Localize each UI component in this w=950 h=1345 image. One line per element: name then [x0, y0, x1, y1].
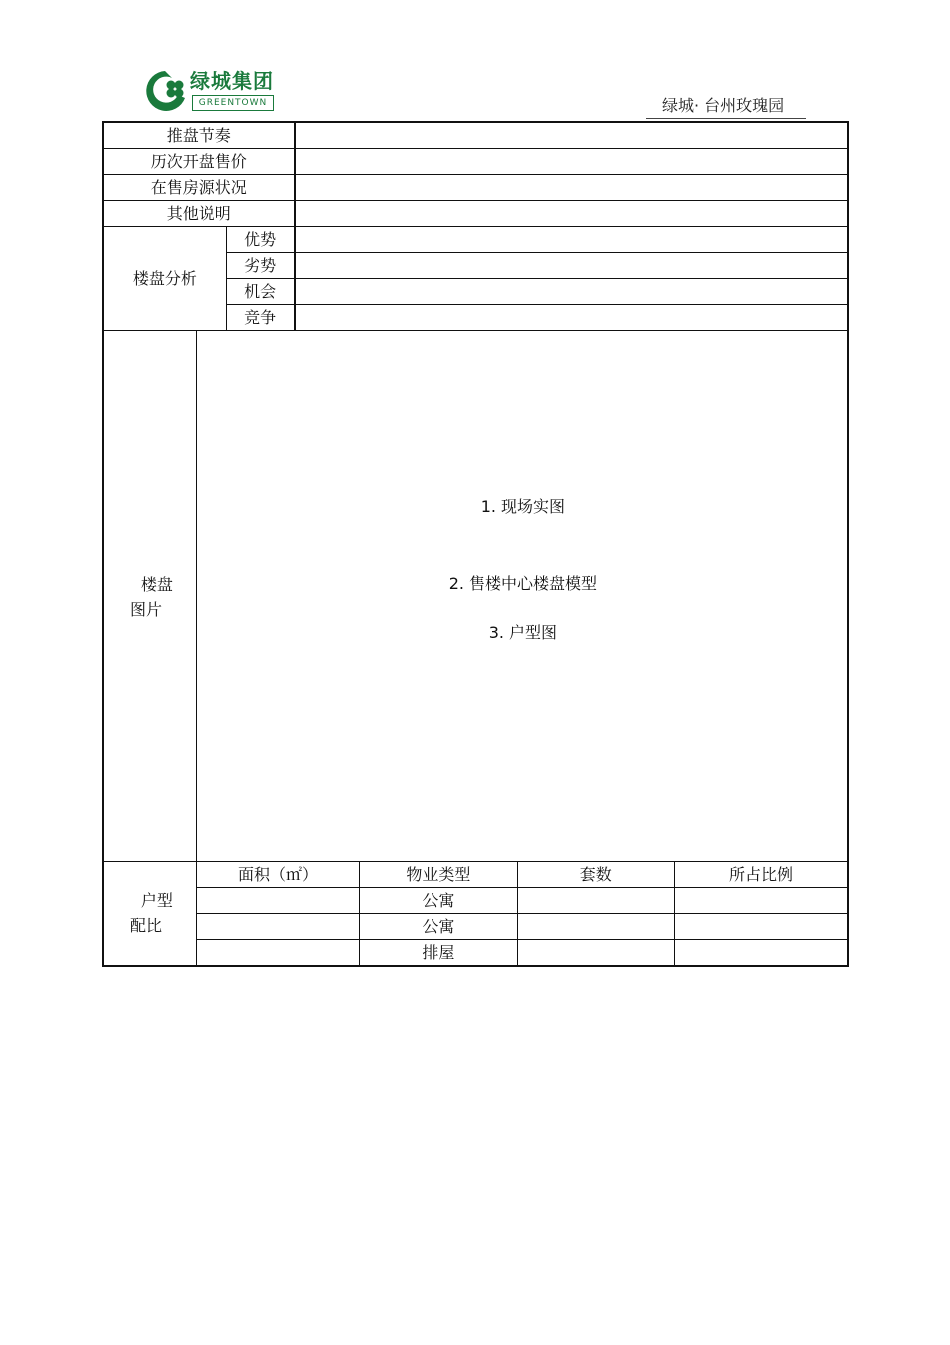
cell-unit-count[interactable]: [517, 914, 674, 940]
label-competition: 竞争: [226, 305, 294, 331]
logo-english-text: GREENTOWN: [192, 95, 274, 111]
table-row: [103, 940, 848, 967]
table-row: [103, 149, 848, 175]
table-row: [103, 914, 848, 940]
picture-item: 1. 现场实图: [480, 497, 566, 516]
value-opportunity[interactable]: [295, 279, 849, 305]
cell-ratio[interactable]: [674, 888, 848, 914]
label-unit-mix-line1: 户型: [140, 891, 173, 910]
label-history-price: 历次开盘售价: [103, 149, 295, 175]
header-area: 面积（㎡）: [196, 862, 359, 888]
header-property-type: 物业类型: [360, 862, 517, 888]
label-on-sale: 在售房源状况: [103, 175, 295, 201]
table-row: [103, 201, 848, 227]
pictures-area[interactable]: [196, 331, 848, 862]
greentown-logo: [142, 68, 274, 114]
cell-unit-count[interactable]: [517, 888, 674, 914]
table-row: [103, 888, 848, 914]
label-opportunity: 机会: [226, 279, 294, 305]
table-row: [103, 331, 848, 862]
cell-area[interactable]: [196, 940, 359, 967]
cell-area[interactable]: [196, 914, 359, 940]
label-unit-mix: [103, 862, 196, 967]
picture-item: 3. 户型图: [488, 623, 558, 642]
label-pictures: [103, 331, 196, 862]
value-push-rhythm[interactable]: [295, 122, 849, 149]
clover-logo-icon: [142, 68, 188, 114]
cell-unit-count[interactable]: [517, 940, 674, 967]
label-push-rhythm: 推盘节奏: [103, 122, 295, 149]
label-analysis: 楼盘分析: [103, 227, 226, 331]
logo-chinese-text: 绿城集团: [190, 69, 274, 93]
table-row: [103, 862, 848, 888]
table-row: [103, 175, 848, 201]
label-pictures-line2: 图片: [130, 599, 163, 619]
cell-area[interactable]: [196, 888, 359, 914]
table-row: [103, 122, 848, 149]
cell-ratio[interactable]: [674, 914, 848, 940]
picture-item: 2. 售楼中心楼盘模型: [448, 574, 598, 593]
label-unit-mix-line2: 配比: [130, 916, 163, 935]
header-ratio: 所占比例: [674, 862, 848, 888]
value-weakness[interactable]: [295, 253, 849, 279]
value-other-notes[interactable]: [295, 201, 849, 227]
label-other-notes: 其他说明: [103, 201, 295, 227]
header-unit-count: 套数: [517, 862, 674, 888]
property-info-table: [102, 121, 849, 967]
value-on-sale[interactable]: [295, 175, 849, 201]
cell-ratio[interactable]: [674, 940, 848, 967]
project-title: 绿城· 台州玫瑰园: [662, 96, 785, 115]
table-row: [103, 227, 848, 253]
header-underline: [646, 118, 806, 119]
value-history-price[interactable]: [295, 149, 849, 175]
label-pictures-line1: 楼盘: [140, 574, 173, 594]
label-strength: 优势: [226, 227, 294, 253]
value-strength[interactable]: [295, 227, 849, 253]
cell-property-type: 公寓: [360, 888, 517, 914]
value-competition[interactable]: [295, 305, 849, 331]
cell-property-type: 排屋: [360, 940, 517, 967]
label-weakness: 劣势: [226, 253, 294, 279]
cell-property-type: 公寓: [360, 914, 517, 940]
